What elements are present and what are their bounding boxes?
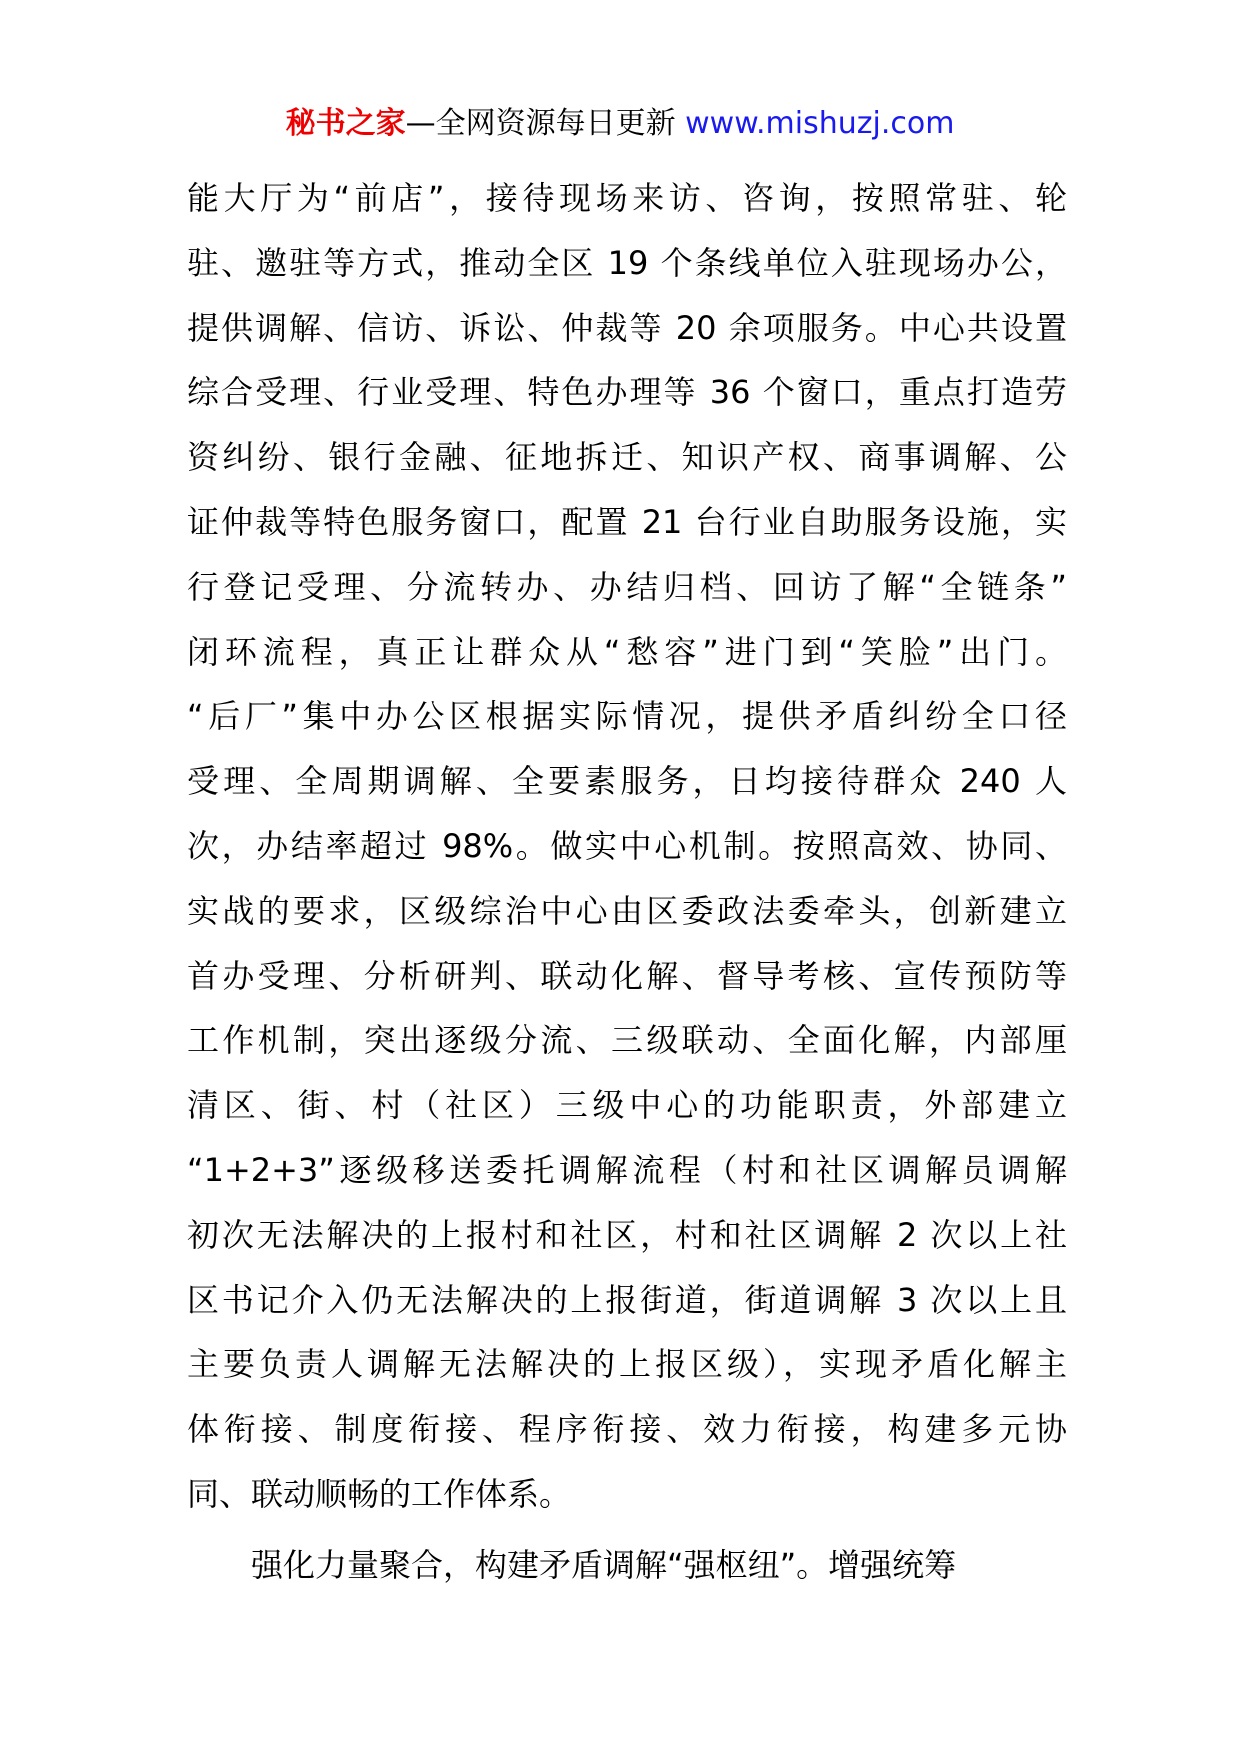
paragraph-1 [187,166,1067,1527]
text-line: 实战的要求，区级综治中心由区委政法委牵头，创新建立 [187,891,1067,930]
text-line: 首办受理、分析研判、联动化解、督导考核、宣传预防等 [187,956,1067,995]
text-line: 综合受理、行业受理、特色办理等 36 个窗口，重点打造劳 [187,373,1067,412]
site-header [0,104,1240,144]
text-line: 次，办结率超过 98%。做实中心机制。按照高效、协同、 [187,826,1067,865]
paragraph-2 [187,1533,1067,1598]
site-url-link[interactable]: www.mishuzj.com [685,106,955,141]
text-line: 工作机制，突出逐级分流、三级联动、全面化解，内部厘 [187,1021,1067,1060]
text-line: 提供调解、信访、诉讼、仲裁等 20 余项服务。中心共设置 [187,308,1067,347]
text-line: 体衔接、制度衔接、程序衔接、效力衔接，构建多元协 [187,1410,1067,1449]
text-line: 驻、邀驻等方式，推动全区 19 个条线单位入驻现场办公， [187,243,1067,282]
text-line: 闭环流程，真正让群众从“愁容”进门到“笑脸”出门。 [187,632,1067,671]
text-line: 资纠纷、银行金融、征地拆迁、知识产权、商事调解、公 [187,438,1067,477]
header-tagline: —全网资源每日更新 [405,106,686,141]
text-line: 主要负责人调解无法解决的上报区级），实现矛盾化解主 [187,1345,1067,1384]
document-body [187,166,1067,1598]
brand-name: 秘书之家 [285,106,406,141]
text-line: 能大厅为“前店”，接待现场来访、咨询，按照常驻、轮 [187,179,1067,217]
text-line: 受理、全周期调解、全要素服务，日均接待群众 240 人 [187,762,1067,801]
text-line: 同、联动顺畅的工作体系。 [187,1474,572,1513]
text-line: 清区、街、村（社区）三级中心的功能职责，外部建立 [187,1086,1067,1125]
text-line: “1+2+3”逐级移送委托调解流程（村和社区调解员调解 [187,1150,1067,1189]
text-line: 行登记受理、分流转办、办结归档、回访了解“全链条” [187,567,1067,606]
text-line: 区书记介入仍无法解决的上报街道，街道调解 3 次以上且 [187,1280,1067,1319]
text-line: “后厂”集中办公区根据实际情况，提供矛盾纠纷全口径 [187,697,1067,736]
text-line: 证仲裁等特色服务窗口，配置 21 台行业自助服务设施，实 [187,502,1067,541]
text-line: 强化力量聚合，构建矛盾调解“强枢纽”。增强统筹 [251,1545,957,1584]
text-line: 初次无法解决的上报村和社区，村和社区调解 2 次以上社 [187,1215,1067,1254]
